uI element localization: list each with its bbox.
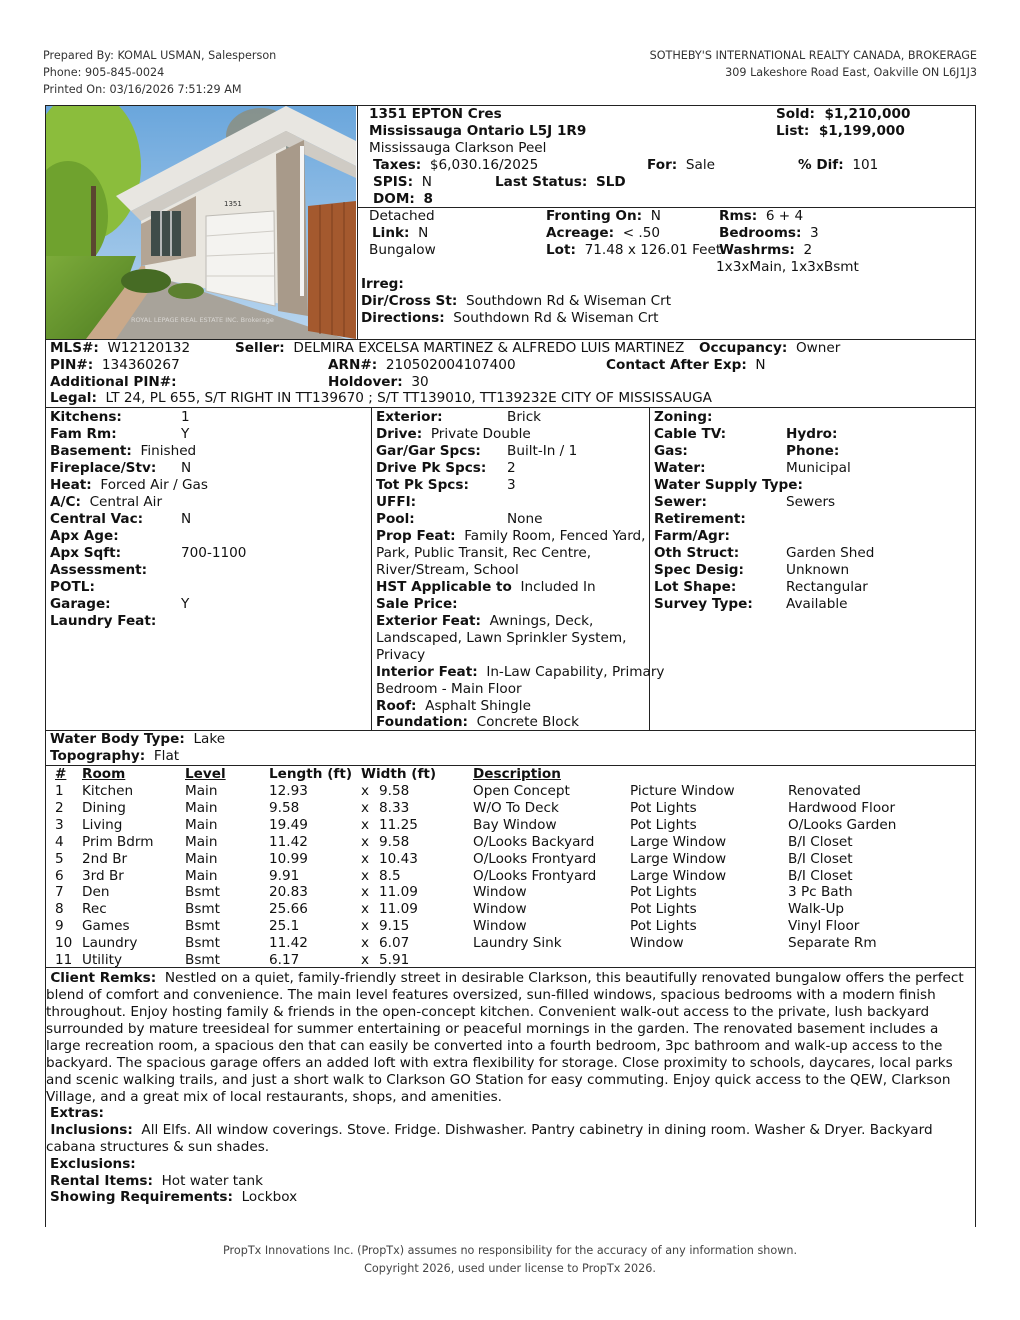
room-num: 4 bbox=[55, 833, 64, 850]
detail-value: Sewers bbox=[786, 494, 836, 510]
room-desc-2: Pot Lights bbox=[630, 901, 697, 918]
mls-field: MLS#: W12120132 bbox=[50, 340, 191, 356]
divider bbox=[371, 407, 372, 730]
brokerage-block bbox=[650, 47, 977, 81]
ac-field: A/C: Central Air bbox=[50, 494, 163, 510]
exclusions-label: Exclusions: bbox=[50, 1156, 136, 1172]
room-level: Bsmt bbox=[185, 918, 220, 935]
prop-feat-line: Park, Public Transit, Rec Centre, bbox=[376, 545, 592, 561]
list-price: List: $1,199,000 bbox=[776, 123, 905, 139]
room-width: 9.58 bbox=[379, 783, 410, 799]
room-num: 10 bbox=[55, 935, 73, 952]
rooms-header-num: # bbox=[55, 766, 67, 782]
detail-label: Water Supply Type: bbox=[654, 477, 803, 493]
detail-value: Available bbox=[786, 596, 848, 612]
room-desc-2: Window bbox=[630, 935, 684, 952]
lot-field: Lot: 71.48 x 126.01 Feet bbox=[546, 242, 722, 258]
room-width: 8.5 bbox=[379, 867, 401, 884]
room-desc-2: Large Window bbox=[630, 867, 727, 884]
room-name: Kitchen bbox=[82, 783, 134, 799]
detail-label: Kitchens: bbox=[50, 409, 122, 425]
divider bbox=[45, 407, 975, 408]
detail-label: Fireplace/Stv: bbox=[50, 460, 157, 476]
pin-field: PIN#: 134360267 bbox=[50, 357, 180, 373]
room-num: 11 bbox=[55, 952, 73, 968]
room-desc-1: Window bbox=[473, 884, 527, 901]
detail-label: Laundry Feat: bbox=[50, 613, 157, 629]
room-desc-1: O/Looks Frontyard bbox=[473, 867, 597, 884]
room-times: x bbox=[361, 850, 370, 867]
room-name: Den bbox=[82, 884, 110, 901]
detail-label: Tot Pk Spcs: bbox=[376, 477, 469, 493]
detail-label: Spec Desig: bbox=[654, 562, 744, 578]
interior-feat-line: Bedroom - Main Floor bbox=[376, 681, 522, 697]
divider bbox=[649, 407, 650, 730]
footer-disclaimer: PropTx Innovations Inc. (PropTx) assumes no responsibility for the accuracy of any information shown. bbox=[222, 1244, 798, 1257]
room-width: 11.09 bbox=[379, 901, 418, 918]
footer-copyright: Copyright 2026, used under license to PropTx 2026. bbox=[364, 1262, 656, 1275]
dir-cross-field: Dir/Cross St: Southdown Rd & Wiseman Crt bbox=[361, 293, 672, 309]
room-desc-1: Window bbox=[473, 901, 527, 918]
room-desc-1: W/O To Deck bbox=[473, 799, 559, 816]
listing-city: Mississauga Ontario L5J 1R9 bbox=[369, 123, 587, 139]
detail-value: Rectangular bbox=[786, 579, 868, 595]
acreage-field: Acreage: < .50 bbox=[546, 225, 661, 241]
exterior-feat-line: Privacy bbox=[376, 647, 426, 663]
exterior-feat-field: Exterior Feat: Awnings, Deck, bbox=[376, 613, 594, 629]
room-width: 9.58 bbox=[379, 833, 410, 850]
room-desc-3: B/I Closet bbox=[788, 833, 853, 850]
room-level: Main bbox=[185, 850, 218, 867]
room-desc-1: Laundry Sink bbox=[473, 935, 562, 952]
detail-label: Gas: bbox=[654, 443, 688, 459]
room-desc-2: Large Window bbox=[630, 833, 727, 850]
room-desc-2: Picture Window bbox=[630, 783, 735, 799]
room-width: 11.25 bbox=[379, 816, 418, 833]
detail-label: Garage: bbox=[50, 596, 111, 612]
detail-label: UFFI: bbox=[376, 494, 417, 510]
room-num: 2 bbox=[55, 799, 64, 816]
sold-price: Sold: $1,210,000 bbox=[776, 106, 911, 122]
exterior-feat-line: Landscaped, Lawn Sprinkler System, bbox=[376, 630, 627, 646]
room-num: 5 bbox=[55, 850, 64, 867]
holdover-field: Holdover: 30 bbox=[328, 374, 429, 390]
detail-label: Water: bbox=[654, 460, 706, 476]
property-photo bbox=[46, 106, 356, 339]
detail-label: Survey Type: bbox=[654, 596, 753, 612]
detail-label: Sale Price: bbox=[376, 596, 458, 612]
room-desc-3: Hardwood Floor bbox=[788, 799, 896, 816]
room-times: x bbox=[361, 884, 370, 901]
room-desc-3: Vinyl Floor bbox=[788, 918, 860, 935]
room-width: 6.07 bbox=[379, 935, 410, 952]
room-name: 3rd Br bbox=[82, 867, 124, 884]
detail-label: POTL: bbox=[50, 579, 95, 595]
room-length: 19.49 bbox=[269, 816, 308, 833]
room-num: 6 bbox=[55, 867, 64, 884]
occupancy-field: Occupancy: Owner bbox=[699, 340, 841, 356]
detail-label: Phone: bbox=[786, 443, 840, 459]
legal-field: Legal: LT 24, PL 655, S/T RIGHT IN TT139670 ; S/T TT139010, TT139232E CITY OF MISSISSAUGA bbox=[50, 390, 712, 406]
detail-value: Brick bbox=[507, 409, 542, 425]
detail-value: Municipal bbox=[786, 460, 851, 476]
room-width: 11.09 bbox=[379, 884, 418, 901]
taxes-value: $6,030.16/2025 bbox=[429, 157, 539, 173]
pct-dif-field: % Dif: 101 bbox=[798, 157, 879, 173]
property-type: Detached bbox=[369, 208, 435, 224]
detail-value: Unknown bbox=[786, 562, 850, 578]
room-name: Living bbox=[82, 816, 123, 833]
room-width: 10.43 bbox=[379, 850, 418, 867]
brokerage-name: SOTHEBY'S INTERNATIONAL REALTY CANADA, BROKERAGE bbox=[649, 49, 977, 62]
fronting-field: Fronting On: N bbox=[546, 208, 661, 224]
room-desc-3: Separate Rm bbox=[788, 935, 877, 952]
last-status-field: Last Status: SLD bbox=[495, 174, 626, 190]
printed-on: Printed On: 03/16/2026 7:51:29 AM bbox=[43, 83, 242, 96]
rooms-field: Rms: 6 + 4 bbox=[719, 208, 804, 224]
taxes-field: Taxes: $6,030.16/2025 bbox=[373, 157, 539, 173]
room-times: x bbox=[361, 867, 370, 884]
washroom-detail: 1x3xMain, 1x3xBsmt bbox=[716, 259, 859, 275]
pct-dif-value: 101 bbox=[852, 157, 879, 173]
detail-value: None bbox=[507, 511, 543, 527]
agent-phone: Phone: 905-845-0024 bbox=[43, 66, 165, 79]
detail-label: Oth Struct: bbox=[654, 545, 740, 561]
for-field: For: Sale bbox=[647, 157, 715, 173]
room-length: 9.58 bbox=[269, 799, 300, 816]
room-level: Main bbox=[185, 816, 218, 833]
detail-label: Fam Rm: bbox=[50, 426, 117, 442]
drive-field: Drive: Private Double bbox=[376, 426, 531, 442]
interior-feat-field: Interior Feat: In-Law Capability, Primary bbox=[376, 664, 665, 680]
prop-feat-field: Prop Feat: Family Room, Fenced Yard, bbox=[376, 528, 646, 544]
room-length: 6.17 bbox=[269, 952, 300, 968]
room-level: Bsmt bbox=[185, 935, 220, 952]
room-length: 25.66 bbox=[269, 901, 308, 918]
room-times: x bbox=[361, 952, 370, 968]
for-value: Sale bbox=[685, 157, 715, 173]
room-times: x bbox=[361, 799, 370, 816]
room-desc-3: 3 Pc Bath bbox=[788, 884, 853, 901]
prop-feat-line: River/Stream, School bbox=[376, 562, 519, 578]
detail-label: Assessment: bbox=[50, 562, 148, 578]
room-length: 10.99 bbox=[269, 850, 308, 867]
rooms-header-description: Description bbox=[473, 766, 561, 782]
heat-field: Heat: Forced Air / Gas bbox=[50, 477, 208, 493]
inclusions: Inclusions: All Elfs. All window coverings. Stove. Fridge. Dishwasher. Pantry cabinetry in dining room. Washer & Dryer. Backyard cabana structures & sun shades. bbox=[46, 1122, 933, 1155]
detail-value: Built-In / 1 bbox=[507, 443, 578, 459]
washrooms-field: Washrms: 2 bbox=[719, 242, 813, 258]
detail-label: Central Vac: bbox=[50, 511, 144, 527]
detail-label: Cable TV: bbox=[654, 426, 727, 442]
detail-value: 3 bbox=[507, 477, 516, 493]
detail-label: Hydro: bbox=[786, 426, 838, 442]
room-times: x bbox=[361, 783, 370, 799]
room-level: Main bbox=[185, 833, 218, 850]
room-width: 5.91 bbox=[379, 952, 410, 968]
brokerage-address: 309 Lakeshore Road East, Oakville ON L6J1J3 bbox=[725, 66, 977, 79]
room-length: 11.42 bbox=[269, 935, 308, 952]
room-name: Rec bbox=[82, 901, 107, 918]
listing-area: Mississauga Clarkson Peel bbox=[369, 140, 547, 156]
rooms-header-width: Width (ft) bbox=[361, 766, 437, 782]
room-times: x bbox=[361, 918, 370, 935]
detail-value: 1 bbox=[181, 409, 190, 425]
room-desc-3: Walk-Up bbox=[788, 901, 845, 918]
contact-after-exp-field: Contact After Exp: N bbox=[606, 357, 766, 373]
room-times: x bbox=[361, 935, 370, 952]
detail-value: Garden Shed bbox=[786, 545, 875, 561]
client-remarks: Client Remks: Nestled on a quiet, family-friendly street in desirable Clarkson, this beautifully renovated bungalow offers the perfect blend of comfort and convenience. The main level features oversized, sun-filled windows, spacious bedrooms with a modern finish throughout. Enjoy hosting family & friends in the open-concept kitchen. Convenient walk-out access to the private, lush backyard surrounded by mature treesideal for summer entertaining or peaceful mornings in the garden. The renovated basement includes a large recreation room, a spacious den that can easily be converted into a fourth bedroom, 3pc bathroom and walk-up access to the backyard. The spacious garage offers an added loft with extra flexibility for storage. Close proximity to schools, daycares, local parks and scenic walking trails, and just a short walk to Clarkson GO Station for easy commuting. Enjoy quick access to the QEW, Clarkson Village, and a great mix of local restaurants, shops, and amenities. bbox=[46, 970, 964, 1105]
room-level: Main bbox=[185, 783, 218, 799]
room-level: Bsmt bbox=[185, 952, 220, 968]
last-status-value: SLD bbox=[595, 174, 626, 190]
room-length: 11.42 bbox=[269, 833, 308, 850]
room-times: x bbox=[361, 833, 370, 850]
room-length: 12.93 bbox=[269, 783, 308, 799]
photo-watermark: ROYAL LEPAGE REAL ESTATE INC. Brokerage bbox=[131, 316, 274, 324]
room-num: 1 bbox=[55, 783, 64, 799]
detail-label: Exterior: bbox=[376, 409, 443, 425]
prepared-by-block bbox=[43, 47, 276, 98]
detail-value: N bbox=[181, 460, 192, 476]
rooms-header-room: Room bbox=[82, 766, 126, 782]
room-width: 8.33 bbox=[379, 799, 410, 816]
additional-pin-label: Additional PIN#: bbox=[50, 374, 177, 390]
rooms-header-level: Level bbox=[185, 766, 226, 782]
room-desc-2: Pot Lights bbox=[630, 799, 697, 816]
room-desc-2: Large Window bbox=[630, 850, 727, 867]
detail-value: N bbox=[181, 511, 192, 527]
hst-field: HST Applicable to Included In bbox=[376, 579, 596, 595]
detail-value: Y bbox=[181, 426, 190, 442]
detail-label: Drive Pk Spcs: bbox=[376, 460, 487, 476]
room-desc-3: B/I Closet bbox=[788, 867, 853, 884]
room-name: Laundry bbox=[82, 935, 138, 952]
room-length: 25.1 bbox=[269, 918, 300, 935]
room-desc-2: Pot Lights bbox=[630, 918, 697, 935]
detail-value: 700-1100 bbox=[181, 545, 247, 561]
basement-field: Basement: Finished bbox=[50, 443, 197, 459]
showing-requirements-field: Showing Requirements: Lockbox bbox=[50, 1189, 298, 1205]
extras-label: Extras: bbox=[50, 1105, 104, 1121]
room-width: 9.15 bbox=[379, 918, 410, 935]
detail-label: Apx Age: bbox=[50, 528, 119, 544]
rooms-header-length: Length (ft) bbox=[269, 766, 353, 782]
room-name: Dining bbox=[82, 799, 126, 816]
detail-value: Y bbox=[181, 596, 190, 612]
detail-label: Lot Shape: bbox=[654, 579, 737, 595]
listing-address: 1351 EPTON Cres bbox=[369, 106, 502, 122]
irreg-label: Irreg: bbox=[361, 276, 404, 292]
topography-field: Topography: Flat bbox=[50, 748, 180, 764]
property-style: Bungalow bbox=[369, 242, 436, 258]
room-level: Main bbox=[185, 799, 218, 816]
rental-items-field: Rental Items: Hot water tank bbox=[50, 1173, 263, 1189]
seller-field: Seller: DELMIRA EXCELSA MARTINEZ & ALFREDO LUIS MARTINEZ bbox=[235, 340, 685, 356]
detail-label: Farm/Agr: bbox=[654, 528, 730, 544]
prepared-by: Prepared By: KOMAL USMAN, Salesperson bbox=[43, 49, 277, 62]
house-number: 1351 bbox=[224, 200, 242, 208]
detail-label: Zoning: bbox=[654, 409, 713, 425]
arn-field: ARN#: 210502004107400 bbox=[328, 357, 516, 373]
spis-field: SPIS: N bbox=[373, 174, 432, 190]
room-times: x bbox=[361, 816, 370, 833]
detail-value: 2 bbox=[507, 460, 516, 476]
detail-label: Pool: bbox=[376, 511, 415, 527]
room-desc-3: B/I Closet bbox=[788, 850, 853, 867]
directions-field: Directions: Southdown Rd & Wiseman Crt bbox=[361, 310, 659, 326]
room-desc-1: Window bbox=[473, 918, 527, 935]
room-name: Utility bbox=[82, 952, 122, 968]
roof-field: Roof: Asphalt Shingle bbox=[376, 698, 531, 714]
divider bbox=[358, 207, 975, 208]
room-length: 9.91 bbox=[269, 867, 300, 884]
room-desc-2: Pot Lights bbox=[630, 816, 697, 833]
room-num: 7 bbox=[55, 884, 64, 901]
mls-number: W12120132 bbox=[107, 340, 191, 356]
water-body-field: Water Body Type: Lake bbox=[50, 731, 226, 747]
room-num: 8 bbox=[55, 901, 64, 918]
divider bbox=[357, 105, 358, 339]
detail-label: Apx Sqft: bbox=[50, 545, 122, 561]
bedrooms-field: Bedrooms: 3 bbox=[719, 225, 819, 241]
room-name: Games bbox=[82, 918, 130, 935]
dom-field: DOM: 8 bbox=[373, 191, 433, 207]
room-times: x bbox=[361, 901, 370, 918]
client-remarks-text: Nestled on a quiet, family-friendly street in desirable Clarkson, this beautifully renovated bungalow offers the perfect blend of comfort and convenience. The main level features oversized, sun-filled windows, spacious bedrooms with a modern finish throughout. Enjoy hosting family & friends in the open-concept kitchen. Convenient walk-out access to the private, lush backyard surrounded by mature treesideal for summer entertaining or peaceful mornings in the garden. The renovated basement includes a large recreation room, a spacious den that can easily be converted into a fourth bedroom, 3pc bathroom and walk-up access to the backyard. The spacious garage offers an added loft with extra flexibility for storage. Close proximity to schools, daycares, local parks and scenic walking trails, and just a short walk to Clarkson GO Station for easy commuting. Enjoy quick access to the QEW, Clarkson Village, and a great mix of local restaurants, shops, and amenities. bbox=[46, 970, 964, 1105]
room-num: 9 bbox=[55, 918, 64, 935]
room-level: Main bbox=[185, 867, 218, 884]
detail-label: Gar/Gar Spcs: bbox=[376, 443, 481, 459]
room-desc-1: O/Looks Frontyard bbox=[473, 850, 597, 867]
room-desc-3: O/Looks Garden bbox=[788, 816, 897, 833]
room-desc-1: O/Looks Backyard bbox=[473, 833, 595, 850]
room-name: Prim Bdrm bbox=[82, 833, 154, 850]
room-level: Bsmt bbox=[185, 901, 220, 918]
room-level: Bsmt bbox=[185, 884, 220, 901]
foundation-field: Foundation: Concrete Block bbox=[376, 714, 579, 730]
detail-label: Retirement: bbox=[654, 511, 746, 527]
room-name: 2nd Br bbox=[82, 850, 128, 867]
room-desc-1: Open Concept bbox=[473, 783, 570, 799]
room-desc-1: Bay Window bbox=[473, 816, 557, 833]
detail-label: Sewer: bbox=[654, 494, 707, 510]
room-desc-3: Renovated bbox=[788, 783, 861, 799]
room-length: 20.83 bbox=[269, 884, 308, 901]
link-field: Link: N bbox=[372, 225, 429, 241]
room-desc-2: Pot Lights bbox=[630, 884, 697, 901]
room-num: 3 bbox=[55, 816, 64, 833]
